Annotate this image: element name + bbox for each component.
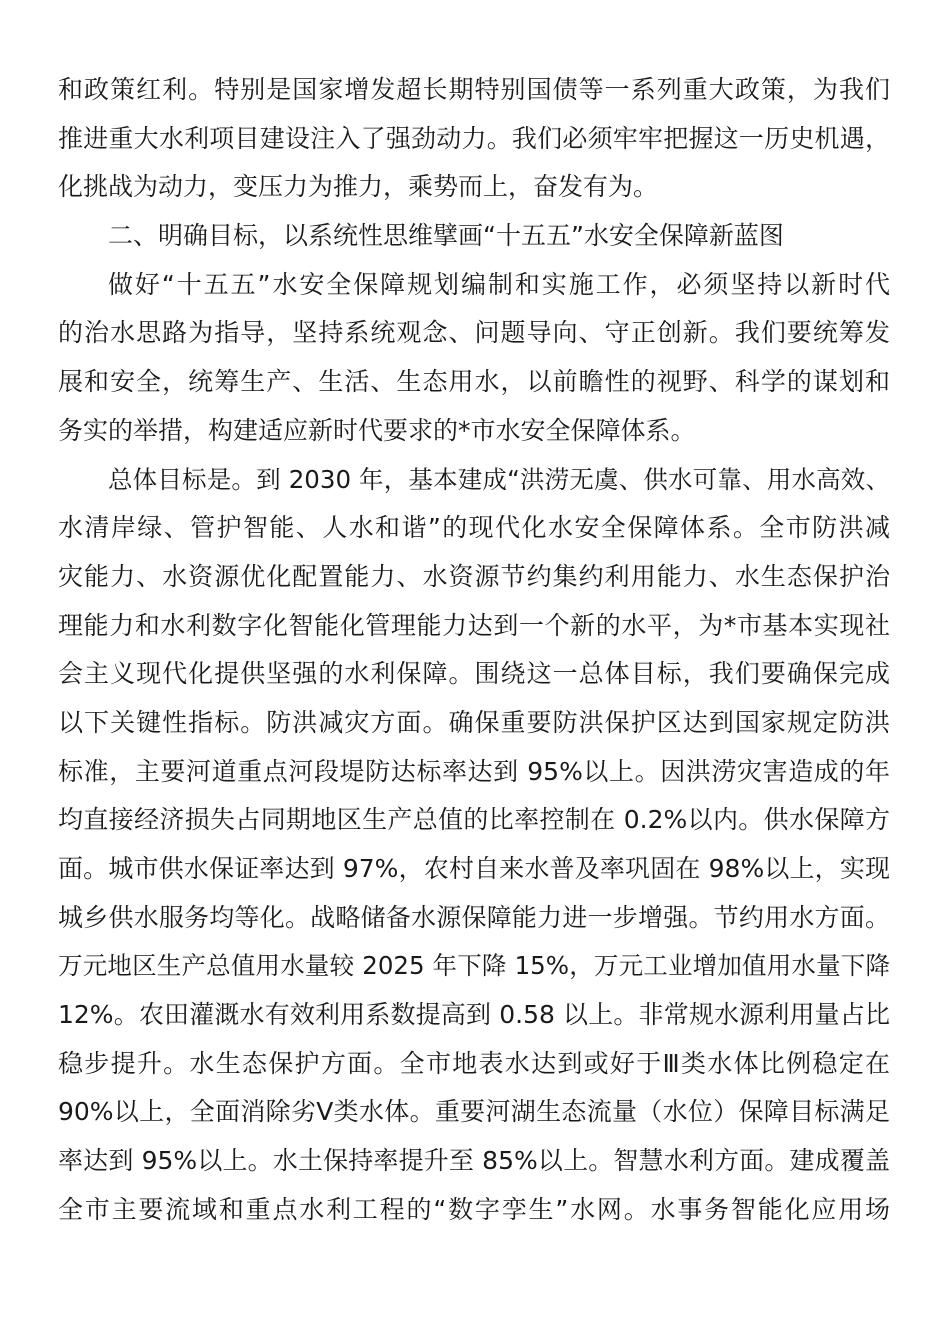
paragraph-line: 和政策红利。特别是国家增发超长期特别国债等一系列重大政策，为我们 bbox=[58, 75, 890, 104]
document-body bbox=[58, 66, 890, 1235]
paragraph-line: 务实的举措，构建适应新时代要求的*市水安全保障体系。 bbox=[58, 415, 696, 445]
section-heading: 二、明确目标，以系统性思维擘画“十五五”水安全保障新蓝图 bbox=[108, 221, 784, 251]
paragraph-line: 总体目标是。到 2030 年，基本建成“洪涝无虞、供水可靠、用水高效、 bbox=[108, 464, 890, 494]
paragraph-line: 12%。农田灌溉水有效利用系数提高到 0.58 以上。非常规水源利用量占比 bbox=[58, 1000, 890, 1030]
paragraph-line: 面。城市供水保证率达到 97%，农村自来水普及率巩固在 98%以上，实现 bbox=[58, 854, 890, 883]
paragraph-line: 会主义现代化提供坚强的水利保障。围绕这一总体目标，我们要确保完成 bbox=[58, 659, 890, 689]
paragraph-line: 均直接经济损失占同期地区生产总值的比率控制在 0.2%以内。供水保障方 bbox=[58, 805, 890, 835]
paragraph-line: 标准，主要河道重点河段堤防达标率达到 95%以上。因洪涝灾害造成的年 bbox=[58, 756, 890, 786]
paragraph-line: 城乡供水服务均等化。战略储备水源保障能力进一步增强。节约用水方面。 bbox=[58, 902, 890, 932]
paragraph-line: 做好“十五五”水安全保障规划编制和实施工作，必须坚持以新时代 bbox=[108, 269, 890, 299]
paragraph-line: 万元地区生产总值用水量较 2025 年下降 15%，万元工业增加值用水量下降 bbox=[58, 951, 890, 981]
paragraph-line: 的治水思路为指导，坚持系统观念、问题导向、守正创新。我们要统筹发 bbox=[58, 318, 890, 348]
paragraph-line: 展和安全，统筹生产、生活、生态用水，以前瞻性的视野、科学的谋划和 bbox=[58, 367, 890, 397]
paragraph-line: 90%以上，全面消除劣Ⅴ类水体。重要河湖生态流量（水位）保障目标满足 bbox=[58, 1097, 890, 1127]
paragraph-line: 率达到 95%以上。水土保持率提升至 85%以上。智慧水利方面。建成覆盖 bbox=[58, 1146, 890, 1176]
paragraph-line: 推进重大水利项目建设注入了强劲动力。我们必须牢牢把握这一历史机遇， bbox=[58, 123, 890, 153]
paragraph-line: 理能力和水利数字化智能化管理能力达到一个新的水平，为*市基本实现社 bbox=[58, 610, 890, 640]
paragraph-line: 稳步提升。水生态保护方面。全市地表水达到或好于Ⅲ类水体比例稳定在 bbox=[58, 1048, 890, 1078]
paragraph-line: 水清岸绿、管护智能、人水和谐”的现代化水安全保障体系。全市防洪减 bbox=[58, 513, 890, 543]
paragraph-line: 灾能力、水资源优化配置能力、水资源节约集约利用能力、水生态保护治 bbox=[58, 561, 890, 591]
paragraph-line: 全市主要流域和重点水利工程的“数字孪生”水网。水事务智能化应用场 bbox=[58, 1194, 890, 1224]
paragraph-line: 化挑战为动力，变压力为推力，乘势而上，奋发有为。 bbox=[58, 172, 659, 202]
paragraph-line: 以下关键性指标。防洪减灾方面。确保重要防洪保护区达到国家规定防洪 bbox=[58, 707, 890, 737]
